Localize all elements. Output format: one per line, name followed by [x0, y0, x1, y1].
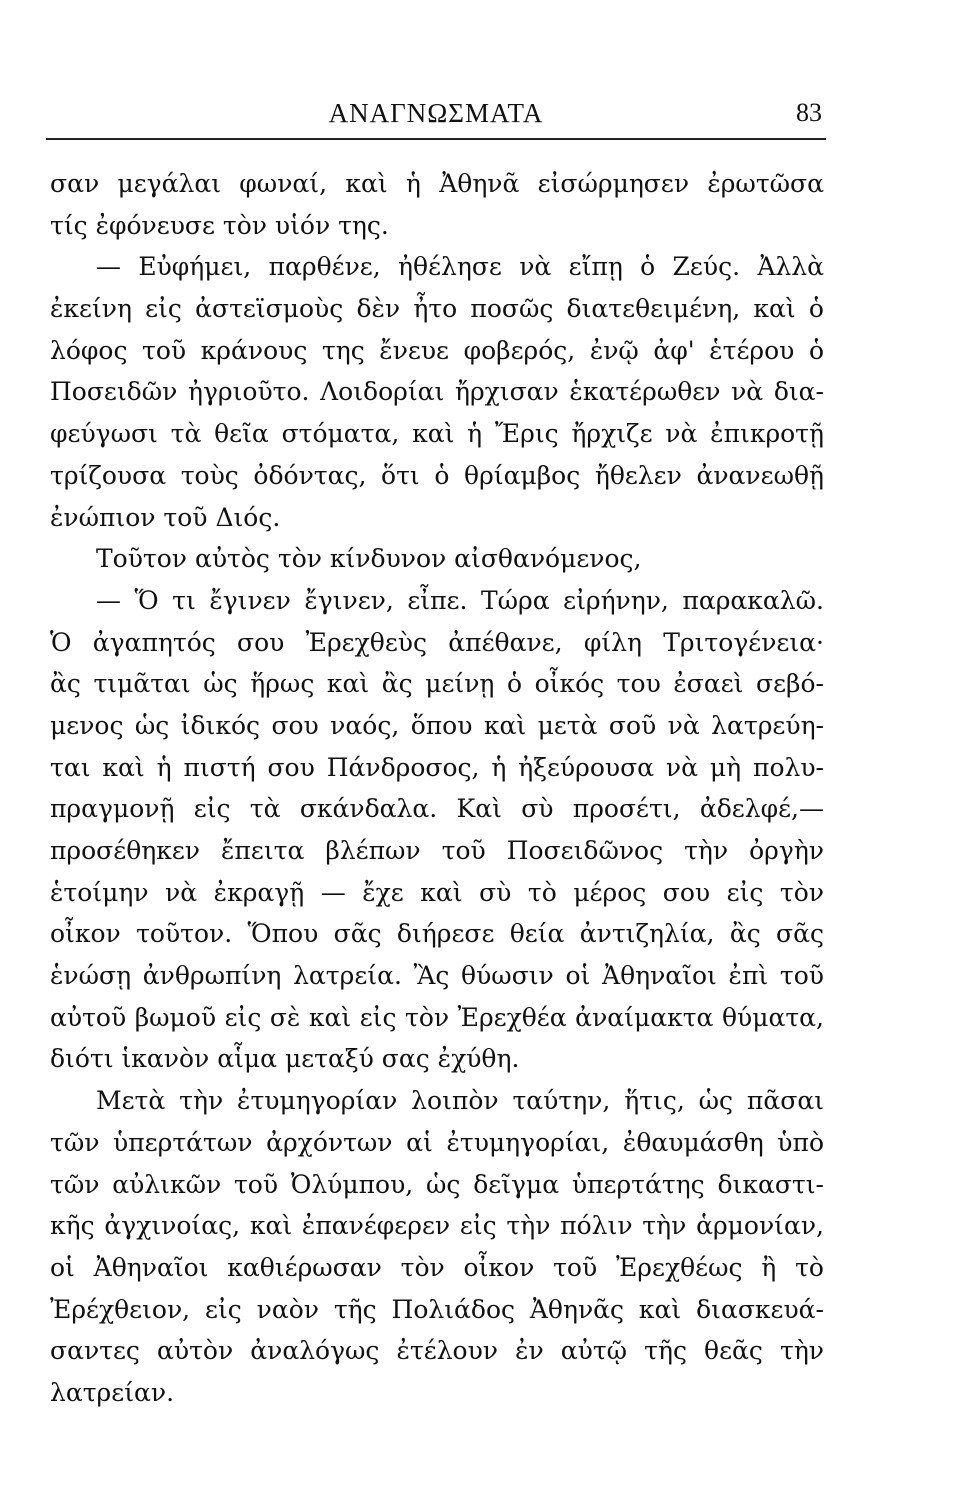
- text-line: οἶκον τοῦτον. Ὅπου σᾶς διήρεσε θεία ἀντιζηλία, ἂς σᾶς: [50, 919, 824, 949]
- text-line: πραγμονῇ εἰς τὰ σκάνδαλα. Καὶ σὺ προσέτι, ἀδελφέ,—: [50, 794, 824, 824]
- text-line: φεύγωσι τὰ θεῖα στόματα, καὶ ἡ Ἔρις ἤρχιζε νὰ ἐπικροτῇ: [50, 419, 824, 449]
- text-line: προσέθηκεν ἔπειτα βλέπων τοῦ Ποσειδῶνος τὴν ὀργὴν: [50, 836, 824, 865]
- text-line: τῶν ὑπερτάτων ἀρχόντων αἱ ἐτυμηγορίαι, ἐθαυμάσθη ὑπὸ: [50, 1127, 824, 1157]
- text-line: Ποσειδῶν ἠγριοῦτο. Λοιδορίαι ἤρχισαν ἑκατέρωθεν νὰ δια-: [50, 377, 824, 407]
- text-line: οἱ Ἀθηναῖοι καθιέρωσαν τὸν οἶκον τοῦ Ἐρεχθέως ἢ τὸ: [50, 1252, 824, 1282]
- text-line: ται καὶ ἡ πιστή σου Πάνδροσος, ἡ ἠξεύρουσα νὰ μὴ πολυ-: [50, 752, 824, 782]
- header-rule: [46, 138, 826, 140]
- body-text: [50, 163, 824, 1414]
- text-line: ἑτοίμην νὰ ἐκραγῇ — ἔχε καὶ σὺ τὸ μέρος σου εἰς τὸν: [50, 877, 824, 907]
- text-line: ἐκείνη εἰς ἀστεϊσμοὺς δὲν ἦτο ποσῶς διατεθειμένη, καὶ ὁ: [50, 294, 824, 324]
- text-line: διότι ἱκανὸν αἷμα μεταξύ σας ἐχύθη.: [50, 1044, 520, 1074]
- text-line: λόφος τοῦ κράνους της ἔνευε φοβερός, ἐνῷ ἀφ' ἑτέρου ὁ: [50, 335, 824, 365]
- running-header: [46, 96, 826, 132]
- text-line: ἑνώσῃ ἀνθρωπίνη λατρεία. Ἂς θύωσιν οἱ Ἀθηναῖοι ἐπὶ τοῦ: [50, 961, 824, 991]
- text-line: κῆς ἀγχινοίας, καὶ ἐπανέφερεν εἰς τὴν πόλιν τὴν ἁρμονίαν,: [50, 1211, 824, 1241]
- text-line: ἂς τιμᾶται ὡς ἥρως καὶ ἂς μείνῃ ὁ οἶκός του ἐσαεὶ σεβό-: [50, 669, 824, 699]
- text-line: λατρείαν.: [50, 1377, 175, 1407]
- text-line: τῶν αὐλικῶν τοῦ Ὀλύμπου, ὡς δεῖγμα ὑπερτάτης δικαστι-: [50, 1169, 824, 1199]
- page-number: 83: [796, 98, 822, 127]
- text-line: Τοῦτον αὐτὸς τὸν κίνδυνον αἰσθανόμενος,: [96, 544, 642, 574]
- text-line: αὐτοῦ βωμοῦ εἰς σὲ καὶ εἰς τὸν Ἐρεχθέα ἀναίμακτα θύματα,: [50, 1002, 824, 1032]
- text-line: τίς ἐφόνευσε τὸν υἱόν της.: [50, 210, 389, 240]
- text-line: τρίζουσα τοὺς ὀδόντας, ὅτι ὁ θρίαμβος ἤθελεν ἀνανεωθῇ: [50, 460, 824, 490]
- text-line: σαντες αὐτὸν ἀναλόγως ἐτέλουν ἐν αὐτῷ τῆς θεᾶς τὴν: [50, 1336, 824, 1366]
- text-line: — Ὅ τι ἔγινεν ἔγινεν, εἶπε. Τώρα εἰρήνην, παρακαλῶ.: [96, 585, 824, 615]
- text-line: ἐνώπιον τοῦ Διός.: [50, 502, 281, 532]
- text-line: Ὁ ἀγαπητός σου Ἐρεχθεὺς ἀπέθανε, φίλη Τριτογένεια·: [50, 627, 824, 657]
- text-line: Μετὰ τὴν ἐτυμηγορίαν λοιπὸν ταύτην, ἥτις, ὡς πᾶσαι: [96, 1086, 824, 1116]
- text-line: μενος ὡς ἰδικός σου ναός, ὅπου καὶ μετὰ σοῦ νὰ λατρεύη-: [50, 710, 824, 740]
- text-line: — Εὐφήμει, παρθένε, ἠθέλησε νὰ εἴπῃ ὁ Ζεύς. Ἀλλὰ: [96, 252, 824, 282]
- running-title: ΑΝΑΓΝΩΣΜΑΤΑ: [328, 98, 544, 128]
- text-line: Ἐρέχθειον, εἰς ναὸν τῆς Πολιάδος Ἀθηνᾶς καὶ διασκευά-: [50, 1294, 824, 1324]
- text-line: σαν μεγάλαι φωναί, καὶ ἡ Ἀθηνᾶ εἰσώρμησεν ἐρωτῶσα: [50, 169, 824, 198]
